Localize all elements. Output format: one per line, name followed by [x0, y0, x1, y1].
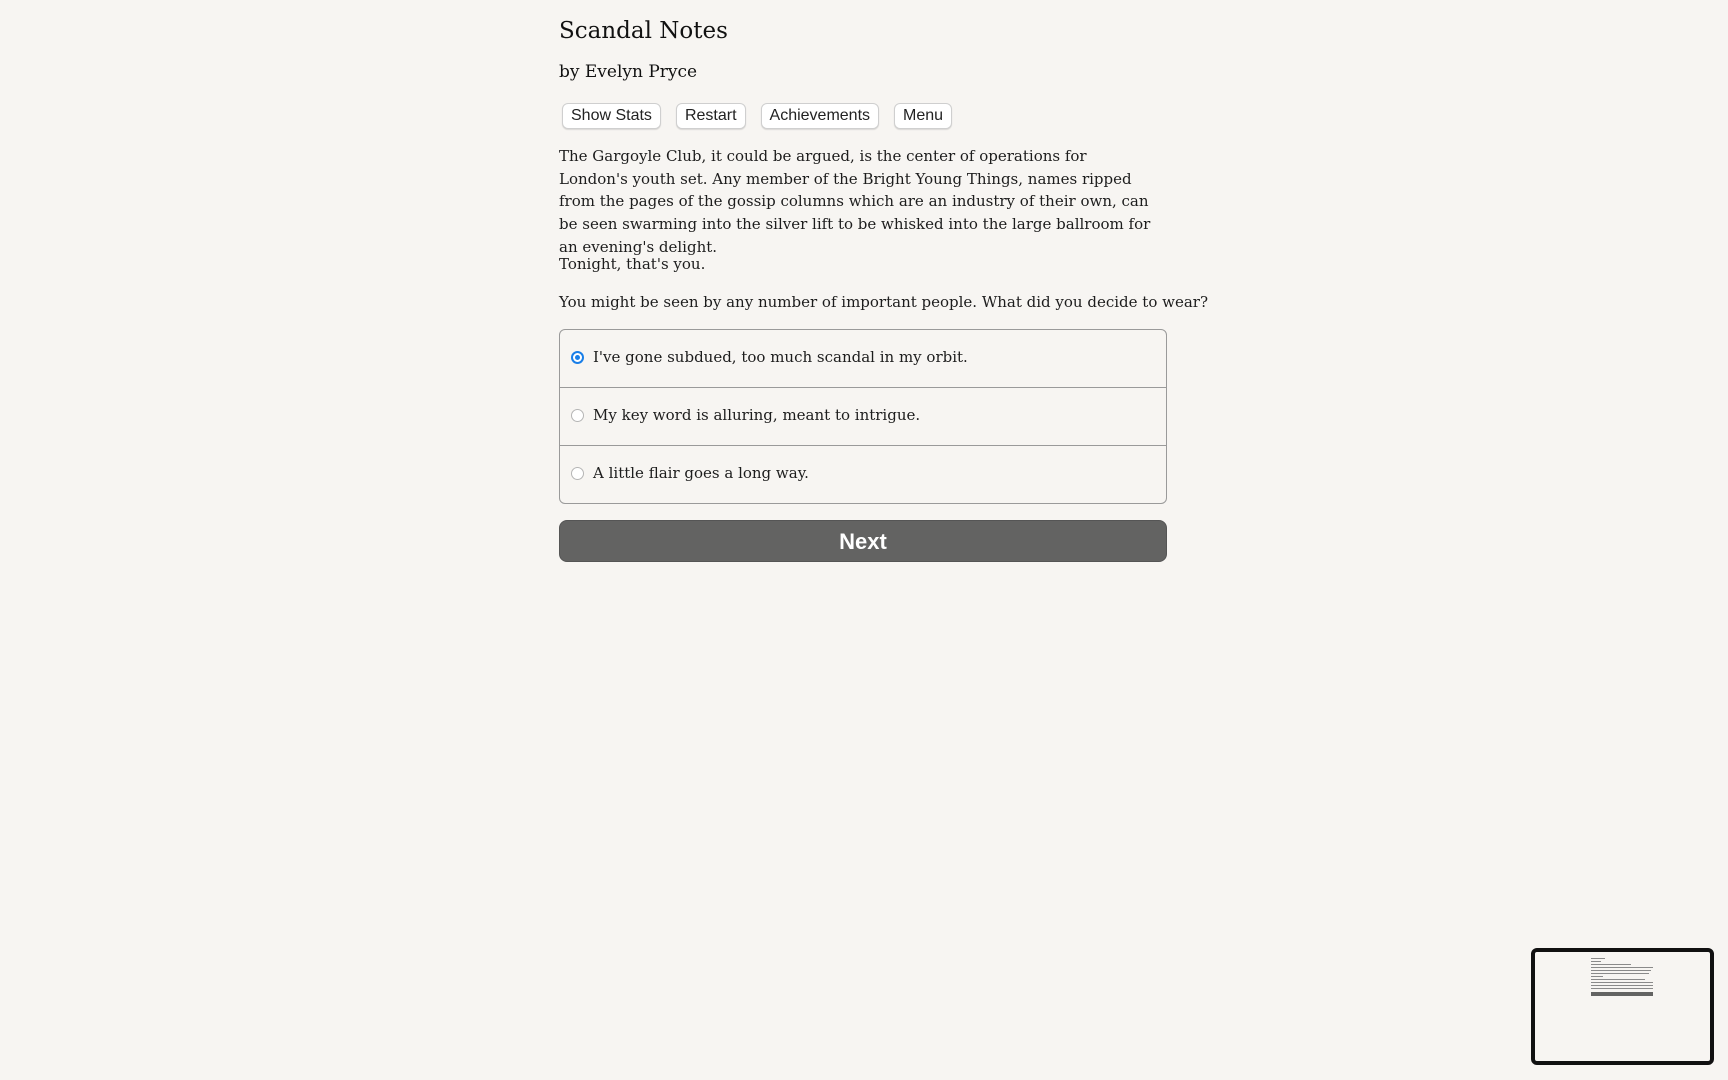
choice-label: My key word is alluring, meant to intrigue.: [593, 406, 921, 424]
story-question: You might be seen by any number of important people. What did you decide to wear?: [559, 293, 1208, 311]
screen-thumbnail[interactable]: [1531, 948, 1714, 1065]
choice-option[interactable]: [560, 330, 1166, 388]
page-title: Scandal Notes: [559, 18, 728, 44]
restart-button[interactable]: Restart: [676, 103, 746, 129]
radio-unselected-icon[interactable]: [571, 467, 584, 480]
radio-selected-icon[interactable]: [571, 351, 584, 364]
thumbnail-preview-icon: [1591, 958, 1653, 996]
show-stats-button[interactable]: Show Stats: [562, 103, 661, 129]
choice-option[interactable]: [560, 388, 1166, 446]
choice-option[interactable]: [560, 446, 1166, 503]
next-button[interactable]: Next: [559, 520, 1167, 562]
choice-label: A little flair goes a long way.: [593, 464, 809, 482]
toolbar: [562, 103, 952, 129]
choice-list: [559, 329, 1167, 504]
story-paragraph: Tonight, that's you.: [559, 255, 706, 273]
choice-label: I've gone subdued, too much scandal in my orbit.: [593, 348, 968, 366]
author-byline: by Evelyn Pryce: [559, 62, 698, 82]
story-paragraph: The Gargoyle Club, it could be argued, is the center of operations for London's youth set. Any member of the Bright Young Things, names ripped from the pages of the gossip columns which are an industry of their own, can be seen swarming into the silver lift to be whisked into the large ballroom for an evening's delight.: [559, 147, 1151, 256]
achievements-button[interactable]: Achievements: [761, 103, 880, 129]
radio-unselected-icon[interactable]: [571, 409, 584, 422]
menu-button[interactable]: Menu: [894, 103, 952, 129]
